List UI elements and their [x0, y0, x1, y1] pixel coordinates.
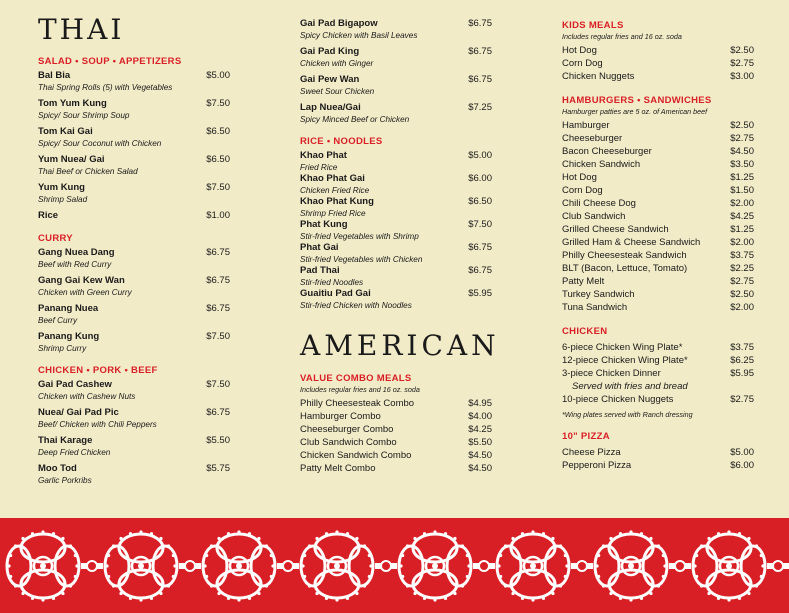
- menu-item: [38, 303, 230, 326]
- dish-description: Thai Beef or Chicken Salad: [38, 167, 138, 176]
- menu-item: [38, 126, 230, 149]
- menu-item: [562, 301, 754, 314]
- thai-column-1: [38, 0, 230, 497]
- ornament-motif: [497, 530, 593, 601]
- dish-description: Chicken with Ginger: [300, 59, 374, 68]
- menu-item: [562, 354, 754, 367]
- menu-item: [562, 275, 754, 288]
- dish-description: Stir-fried Vegetables with Shrimp: [300, 232, 419, 241]
- section-pizza: [562, 431, 754, 472]
- menu-list: [300, 150, 492, 311]
- menu-item: [38, 379, 230, 402]
- plain-list: [562, 341, 754, 406]
- menu-item: [562, 341, 754, 354]
- item-price: $2.00: [730, 198, 754, 209]
- item-name: Served with fries and bread: [572, 381, 688, 392]
- section-chicken-pork-beef: [38, 365, 230, 486]
- item-name: Corn Dog: [562, 185, 603, 196]
- dish-description: Shrimp Fried Rice: [300, 209, 366, 218]
- menu-item: [300, 196, 492, 219]
- dish-price: $6.00: [468, 173, 492, 184]
- dish-description: Beef Curry: [38, 316, 78, 325]
- item-name: Chicken Sandwich Combo: [300, 450, 412, 461]
- item-price: $2.75: [730, 276, 754, 287]
- american-column: [562, 20, 754, 484]
- item-price: $2.00: [730, 302, 754, 313]
- dish-name: Panang Kung: [38, 331, 100, 342]
- dish-description: Beef with Red Curry: [38, 260, 112, 269]
- item-name: Club Sandwich: [562, 211, 626, 222]
- item-price: $4.25: [730, 211, 754, 222]
- dish-name: Thai Karage: [38, 435, 93, 446]
- item-name: Chili Cheese Dog: [562, 198, 636, 209]
- dish-name: Phat Gai: [300, 242, 339, 253]
- section-title: CURRY: [38, 233, 73, 244]
- menu-item: [38, 247, 230, 270]
- item-name: Philly Cheesesteak Combo: [300, 398, 415, 409]
- section-title: 10" PIZZA: [562, 431, 610, 442]
- dish-description: Spicy/ Sour Shrimp Soup: [38, 111, 130, 120]
- menu-item: [562, 132, 754, 145]
- menu-item: [562, 210, 754, 223]
- menu-item: [300, 397, 492, 410]
- dish-description: Stir-fried Vegetables with Chicken: [300, 255, 423, 264]
- menu-item: [38, 182, 230, 205]
- ornament-motif: [301, 530, 397, 601]
- dish-description: Shrimp Curry: [38, 344, 87, 353]
- dish-name: Tom Yum Kung: [38, 98, 107, 109]
- menu-list: [38, 379, 230, 486]
- item-price: $2.50: [730, 289, 754, 300]
- dish-name: Gang Nuea Dang: [38, 247, 115, 258]
- item-name: Club Sandwich Combo: [300, 437, 397, 448]
- section-title: CHICKEN: [562, 326, 608, 337]
- menu-item: [562, 44, 754, 57]
- decorative-pattern-band: [0, 518, 789, 613]
- dish-price: $6.75: [468, 18, 492, 29]
- dish-description: Garlic Porkribs: [38, 476, 92, 485]
- item-price: $4.50: [730, 146, 754, 157]
- menu-item: [38, 435, 230, 458]
- item-name: Hamburger: [562, 120, 610, 131]
- item-price: $3.50: [730, 159, 754, 170]
- column-2: [300, 18, 500, 475]
- dish-description: Fried Rice: [300, 163, 338, 172]
- menu-item: [562, 119, 754, 132]
- item-name: Chicken Nuggets: [562, 71, 635, 82]
- item-price: $4.50: [468, 450, 492, 461]
- menu-item: [562, 223, 754, 236]
- menu-item: [300, 102, 492, 125]
- dish-description: Shrimp Salad: [38, 195, 88, 204]
- dish-name: Gai Pew Wan: [300, 74, 360, 85]
- item-name: 12-piece Chicken Wing Plate*: [562, 355, 688, 366]
- section-note: Includes regular fries and 16 oz. soda: [300, 385, 420, 394]
- item-name: 10-piece Chicken Nuggets: [562, 394, 674, 405]
- dish-name: Lap Nuea/Gai: [300, 102, 361, 113]
- section-value-combo-meals: [300, 373, 492, 475]
- dish-name: Phat Kung: [300, 219, 348, 230]
- section-hamburgers-sandwiches: [562, 95, 754, 314]
- plain-list: [562, 119, 754, 314]
- ornament-motif: [595, 530, 691, 601]
- item-price: $5.50: [468, 437, 492, 448]
- item-price: $2.75: [730, 58, 754, 69]
- menu-item: [300, 150, 492, 173]
- dish-description: Deep Fried Chicken: [38, 448, 111, 457]
- dish-price: $5.75: [206, 463, 230, 474]
- item-name: Tuna Sandwich: [562, 302, 628, 313]
- item-price: $2.50: [730, 120, 754, 131]
- ornament-pattern: [0, 518, 789, 613]
- dish-name: Gai Pad Cashew: [38, 379, 112, 390]
- dish-price: $6.75: [206, 407, 230, 418]
- item-price: $6.00: [730, 460, 754, 471]
- dish-name: Tom Kai Gai: [38, 126, 93, 137]
- menu-item: [562, 184, 754, 197]
- item-price: $1.50: [730, 185, 754, 196]
- menu-item: [562, 145, 754, 158]
- thai-heading: THAI: [38, 13, 125, 46]
- dish-price: $7.50: [206, 331, 230, 342]
- menu-item: [300, 18, 492, 41]
- menu-item: [562, 446, 754, 459]
- menu-item: [300, 265, 492, 288]
- item-name: Pepperoni Pizza: [562, 460, 632, 471]
- menu-item: [300, 423, 492, 436]
- menu-item: [38, 98, 230, 121]
- menu-item: [38, 407, 230, 430]
- section-note: Includes regular fries and 16 oz. soda: [562, 32, 682, 41]
- menu-item: [38, 70, 230, 93]
- dish-name: Khao Phat Gai: [300, 173, 365, 184]
- dish-name: Gang Gai Kew Wan: [38, 275, 125, 286]
- ornament-motif: [203, 530, 299, 601]
- menu-item: [562, 367, 754, 380]
- section-thai-continued: [300, 18, 492, 125]
- dish-name: Panang Nuea: [38, 303, 99, 314]
- section-title: SALAD • SOUP • APPETIZERS: [38, 56, 182, 67]
- item-name: Patty Melt: [562, 276, 605, 287]
- menu-item: [300, 46, 492, 69]
- item-name: Hamburger Combo: [300, 411, 381, 422]
- dish-price: $6.75: [468, 265, 492, 276]
- item-name: Hot Dog: [562, 45, 597, 56]
- item-price: $6.25: [730, 355, 754, 366]
- section-note: *Wing plates served with Ranch dressing: [562, 410, 693, 419]
- item-price: $3.75: [730, 342, 754, 353]
- menu-item: [562, 262, 754, 275]
- menu-list: [38, 247, 230, 354]
- item-name: 3-piece Chicken Dinner: [562, 368, 661, 379]
- menu-item: [38, 210, 230, 222]
- item-name: Bacon Cheeseburger: [562, 146, 652, 157]
- item-price: $4.50: [468, 463, 492, 474]
- dish-name: Yum Kung: [38, 182, 85, 193]
- section-chicken: [562, 326, 754, 419]
- item-price: $4.95: [468, 398, 492, 409]
- dish-price: $6.50: [206, 154, 230, 165]
- dish-name: Khao Phat Kung: [300, 196, 374, 207]
- menu-item: [38, 331, 230, 354]
- dish-name: Nuea/ Gai Pad Pic: [38, 407, 119, 418]
- menu-item: [562, 380, 754, 393]
- menu-item: [562, 197, 754, 210]
- item-price: $2.00: [730, 237, 754, 248]
- menu-item: [562, 393, 754, 406]
- dish-description: Sweet Sour Chicken: [300, 87, 375, 96]
- dish-price: $7.50: [206, 379, 230, 390]
- section-title: VALUE COMBO MEALS: [300, 373, 412, 384]
- item-price: $3.00: [730, 71, 754, 82]
- dish-description: Stir-fried Chicken with Noodles: [300, 301, 412, 310]
- menu-item: [562, 459, 754, 472]
- dish-name: Bal Bia: [38, 70, 71, 81]
- dish-price: $5.50: [206, 435, 230, 446]
- item-name: Turkey Sandwich: [562, 289, 635, 300]
- item-name: Corn Dog: [562, 58, 603, 69]
- dish-price: $7.50: [206, 182, 230, 193]
- item-name: BLT (Bacon, Lettuce, Tomato): [562, 263, 688, 274]
- dish-price: $6.50: [468, 196, 492, 207]
- menu-item: [300, 462, 492, 475]
- item-name: Patty Melt Combo: [300, 463, 376, 474]
- dish-name: Gai Pad King: [300, 46, 360, 57]
- section-title: KIDS MEALS: [562, 20, 624, 31]
- menu-item: [300, 173, 492, 196]
- ornament-motif: [693, 530, 789, 601]
- item-name: Grilled Cheese Sandwich: [562, 224, 669, 235]
- dish-description: Spicy Chicken with Basil Leaves: [300, 31, 418, 40]
- section-title: RICE • NOODLES: [300, 136, 383, 147]
- menu-item: [562, 57, 754, 70]
- item-price: $5.00: [730, 447, 754, 458]
- section-note: Hamburger patties are 5 oz. of American beef: [562, 107, 708, 116]
- section-curry: [38, 233, 230, 354]
- dish-name: Rice: [38, 210, 59, 221]
- dish-price: $6.50: [206, 126, 230, 137]
- dish-price: $6.75: [468, 74, 492, 85]
- item-name: 6-piece Chicken Wing Plate*: [562, 342, 683, 353]
- dish-description: Stir-fried Noodles: [300, 278, 364, 287]
- item-price: $2.25: [730, 263, 754, 274]
- dish-price: $7.50: [206, 98, 230, 109]
- dish-description: Spicy Minced Beef or Chicken: [300, 115, 410, 124]
- item-price: $5.95: [730, 368, 754, 379]
- american-heading: AMERICAN: [300, 329, 500, 362]
- dish-price: $6.75: [468, 242, 492, 253]
- section-salad-soup-appetizers: [38, 56, 230, 222]
- menu-item: [300, 288, 492, 311]
- dish-name: Guaitiu Pad Gai: [300, 288, 371, 299]
- menu-item: [38, 463, 230, 486]
- dish-name: Gai Pad Bigapow: [300, 18, 378, 29]
- item-name: Hot Dog: [562, 172, 597, 183]
- dish-price: $5.00: [468, 150, 492, 161]
- menu-list: [38, 70, 230, 222]
- dish-description: Thai Spring Rolls (5) with Vegetables: [38, 83, 173, 92]
- item-price: $2.75: [730, 394, 754, 405]
- item-price: $4.25: [468, 424, 492, 435]
- plain-list: [300, 397, 492, 475]
- plain-list: [562, 446, 754, 472]
- ornament-motif: [105, 530, 201, 601]
- menu-item: [562, 171, 754, 184]
- section-kids-meals: [562, 20, 754, 83]
- item-name: Cheese Pizza: [562, 447, 621, 458]
- dish-price: $5.95: [468, 288, 492, 299]
- menu-item: [562, 70, 754, 83]
- dish-description: Spicy/ Sour Coconut with Chicken: [38, 139, 162, 148]
- item-price: $2.75: [730, 133, 754, 144]
- dish-price: $1.00: [206, 210, 230, 221]
- dish-description: Beef/ Chicken with Chili Peppers: [38, 420, 157, 429]
- menu-item: [300, 74, 492, 97]
- item-price: $2.50: [730, 45, 754, 56]
- dish-name: Moo Tod: [38, 463, 77, 474]
- dish-description: Chicken with Green Curry: [38, 288, 132, 297]
- section-title: HAMBURGERS • SANDWICHES: [562, 95, 712, 106]
- dish-price: $6.75: [206, 303, 230, 314]
- plain-list: [562, 44, 754, 83]
- ornament-motif: [7, 530, 103, 601]
- item-price: $3.75: [730, 250, 754, 261]
- item-name: Philly Cheesesteak Sandwich: [562, 250, 687, 261]
- item-price: $1.25: [730, 224, 754, 235]
- dish-price: $6.75: [206, 275, 230, 286]
- item-name: Grilled Ham & Cheese Sandwich: [562, 237, 701, 248]
- dish-description: Chicken Fried Rice: [300, 186, 370, 195]
- menu-item: [300, 410, 492, 423]
- menu-item: [562, 236, 754, 249]
- item-price: $1.25: [730, 172, 754, 183]
- ornament-motif: [399, 530, 495, 601]
- item-name: Cheeseburger Combo: [300, 424, 394, 435]
- menu-item: [300, 449, 492, 462]
- item-price: $4.00: [468, 411, 492, 422]
- dish-price: $6.75: [206, 247, 230, 258]
- menu-list: [300, 18, 492, 125]
- dish-price: $7.50: [468, 219, 492, 230]
- dish-price: $7.25: [468, 102, 492, 113]
- item-name: Cheeseburger: [562, 133, 623, 144]
- dish-name: Pad Thai: [300, 265, 340, 276]
- dish-name: Khao Phat: [300, 150, 347, 161]
- menu-item: [300, 242, 492, 265]
- section-rice-noodles: [300, 136, 492, 311]
- dish-price: $5.00: [206, 70, 230, 81]
- section-title: CHICKEN • PORK • BEEF: [38, 365, 158, 376]
- dish-price: $6.75: [468, 46, 492, 57]
- item-name: Chicken Sandwich: [562, 159, 641, 170]
- menu-item: [38, 275, 230, 298]
- menu-item: [300, 436, 492, 449]
- dish-name: Yum Nuea/ Gai: [38, 154, 105, 165]
- menu-item: [562, 158, 754, 171]
- menu-item: [38, 154, 230, 177]
- menu-item: [562, 288, 754, 301]
- dish-description: Chicken with Cashew Nuts: [38, 392, 136, 401]
- menu-item: [300, 219, 492, 242]
- menu-item: [562, 249, 754, 262]
